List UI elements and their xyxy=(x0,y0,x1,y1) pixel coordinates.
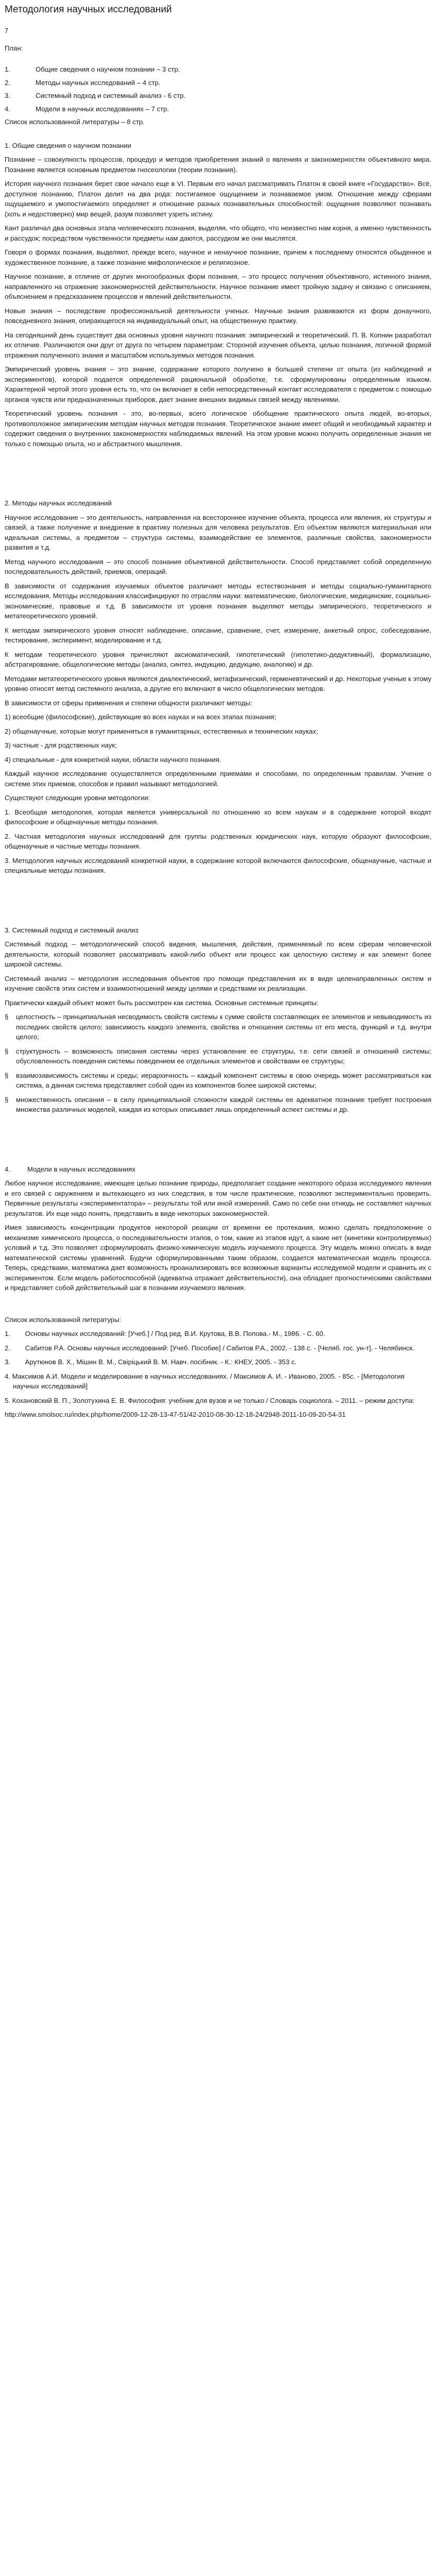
paragraph: 1. Всеобщая методология, которая является универсальной по отношению ко всем наукам и в содержание которой входят философские и общенаучные методы познания. xyxy=(5,808,431,826)
paragraph: Методами метатеоретического уровня являются диалектический, метафизический, герменевтический и др. Некоторые ученые к этому уровню относят метод системного анализа, а другие его включают в число общелогических методов. xyxy=(5,674,431,692)
paragraph: 2. Частная методология научных исследований для группы родственных юридических наук, которую образуют философские, общенаучные и частные методы познания. xyxy=(5,832,431,850)
toc-item xyxy=(5,91,431,101)
paragraph: 1) всеобщие (философские), действующие во всех науках и на всех этапах познания; xyxy=(5,713,276,721)
paragraph: Существуют следующие уровни методологии: xyxy=(5,794,150,802)
paragraph: Говоря о формах познания, выделяют, прежде всего, научное и ненаучное познание, причем к последнему относятся обыденное и художественное познание, а также познание мифологическое и религиозное. xyxy=(5,248,431,266)
paragraph: Познание – совокупность процессов, процедур и методов приобретения знаний о явлениях и закономерностях объективного мира. Познание является основным предметом гносеологии (теории познания). xyxy=(5,156,431,174)
reference-item xyxy=(5,1343,431,1353)
spacer xyxy=(5,880,431,925)
paragraph: Каждый научное исследование осуществляется определенными приемами и способами, по определенным правилам. Учение о системе этих приемов, способов и правил называют методологией. xyxy=(5,770,431,788)
bullet-marker: § xyxy=(5,1013,9,1021)
toc-item-number: 3. xyxy=(5,92,10,99)
reference-number: 2. xyxy=(5,1344,10,1352)
paragraph: Метод научного исследования – это способ познания объективной действительности. Способ представляет собой определенную последовательность действий, приемов, операций. xyxy=(5,557,431,575)
toc-item-title: Модели в научных исследованиях – 7 стр. xyxy=(36,105,169,113)
paragraph: Практически каждый объект может быть рассмотрен как система. Основные системные принципы: xyxy=(5,998,319,1007)
paragraph: В зависимости от содержания изучаемых объектов различают методы естествознания и методы социально-гуманитарного исследования. Методы исследования классифицируют по отраслям науки: математические, биологические, медицинские, социально-экономические, правовые и т.д. В зависимости от уровня познания выделяют методы эмпирического, теоретического и метатеоретического уровней. xyxy=(5,582,431,620)
spacer xyxy=(5,1119,431,1164)
paragraph: К методам эмпирического уровня относят наблюдение, описание, сравнение, счет, измерение, анкетный опрос, собеседование, тестирование, эксперимент, моделирование и т.д. xyxy=(5,626,431,644)
toc-item-number: 2. xyxy=(5,78,10,87)
table-of-contents xyxy=(5,64,431,114)
plan-label: План: xyxy=(5,44,23,52)
paragraph: Системный анализ – методология исследования объектов про помощи представления их в виде целенаправленных систем и изучение свойств этих систем и взаимоотношений между целями и средствами их реализации. xyxy=(5,974,431,992)
paragraph: В зависимости от сферы применения и степени общности различают методы: xyxy=(5,699,252,707)
list-item xyxy=(5,1046,431,1066)
reference-number: 5. xyxy=(5,1396,10,1404)
spacer xyxy=(5,1297,431,1315)
toc-references-entry: Список использованной литературы – 8 стр. xyxy=(5,118,145,126)
section-4 xyxy=(5,1164,431,1293)
section-heading xyxy=(5,1164,431,1175)
document-title: Методология научных исследований xyxy=(5,4,172,15)
section-3 xyxy=(5,925,431,1115)
reference-url-link[interactable]: http://www.smolsoc.ru/index.php/home/2009-12-28-13-47-51/42-2010-08-30-12-18-24/2948-2011-10-09-20-54-31 xyxy=(5,1411,346,1418)
section-heading: 3. Системный подход и системный анализ xyxy=(5,926,138,934)
toc-item-number: 1. xyxy=(5,65,10,73)
references-heading: Список использованной литературы: xyxy=(5,1315,121,1324)
paragraph: 3) частные - для родственных наук; xyxy=(5,741,117,749)
reference-number: 4. xyxy=(5,1372,10,1380)
paragraph: 2) общенаучные, которые могут применяться в гуманитарных, естественных и технических науках; xyxy=(5,727,318,735)
reference-number: 3. xyxy=(5,1358,10,1366)
paragraph: Системный подход – методологический способ видения, мышления, действия, применяемый по всем сферам человеческой деятельности, который позволяет рассматривать какой-либо объект или процесс как целостную систему и как элемент более широкой системы. xyxy=(5,940,431,968)
list-item xyxy=(5,1012,431,1042)
list-item-text: структурность – возможность описания системы через установление ее структуры, т.е. сети связей и отношений системы; обусловленность поведения системы поведением ее отдельных элементов и свойствами ее структуры; xyxy=(16,1047,431,1065)
reference-item xyxy=(5,1371,431,1392)
list-item xyxy=(5,1071,431,1091)
page-number: 7 xyxy=(5,27,9,35)
bullet-marker: § xyxy=(5,1047,9,1055)
reference-text: Кохановский В. П., Золотухина Е. В. Философия: учебник для вузов и не только / Словарь социолога. – 2011. – режим доступа: xyxy=(12,1396,415,1404)
toc-item-title: Общие сведения о научном познании – 3 стр. xyxy=(36,65,180,73)
list-item-text: взаимозависимость системы и среды; иерархичность – каждый компонент системы в свою очередь может рассматриваться как система, а данная система представляет собой один из компонентов более широкой системы; xyxy=(16,1071,431,1089)
section-2 xyxy=(5,498,431,876)
section-heading-text: Модели в научных исследованиях xyxy=(27,1165,136,1173)
reference-number: 1. xyxy=(5,1330,10,1337)
paragraph: Теоретический уровень познания - это, во-первых, всего логическое обобщение практического опыта людей, во-вторых, противоположное эмпирическим методам научных методов познания. Теоретическое знание имеет общий и необходимый характер и содержит сведения о внутренних закономерностях наблюдаемых явлений. На этом уровне можно получить определенные знания не только с помощью опыта, но и абстрактного мышления. xyxy=(5,410,431,448)
reference-item xyxy=(5,1396,431,1406)
reference-text: Сабитов Р.А. Основы научных исследований: [Учеб. Пособие] / Сабитов Р.А., 2002. - 138 с. - [Челяб. гос. ун-т]. - Челябинск. xyxy=(25,1344,414,1352)
section-1 xyxy=(5,141,431,449)
reference-text: Основы научных исследований: [Учеб.] / Под ред. В.И. Крутова, В.В. Попова.- М., 1986. - С. 60. xyxy=(25,1330,325,1337)
paragraph: Научное исследование – это деятельность, направленная на всестороннее изучение объекта, процесса или явления, их структуры и связей, а также получение и внедрение в практику полезных для человека результатов. Его объектом являются материальная или идеальная системы, а предметом – структура системы, взаимодействие ее элементов, различные свойства, закономерности развития и т.д. xyxy=(5,513,431,551)
paragraph: Научное познание, в отличие от других многообразных форм познания, – это процесс получения объективного, истинного знания, направленного на отражение закономерностей действительности. Научное познание имеет тройную задачу и связано с описанием, объяснением и предсказанием процессов и явлений действительности. xyxy=(5,273,431,300)
toc-item-title: Системный подход и системный анализ - 6 стр. xyxy=(36,92,186,99)
paragraph: Новые знания – последствие профессиональной деятельности ученых. Научные знания развиваются из форм донаучного, повседневного знания, опирающегося на индивидуальный опыт, на общественную практику. xyxy=(5,307,431,325)
list-item-text: целостность – принципиальная несводимость свойств системы к сумме свойств составляющих ее элементов и невыводимость из последних свойств целого; зависимость каждого элемента, свойства и отношения системы от его места, функций и т.д. внутри целого; xyxy=(16,1013,431,1041)
references xyxy=(5,1315,431,1420)
toc-item xyxy=(5,104,431,114)
paragraph: История научного познания берет свое начало еще в VI. Первым его начал рассматривать Платон в своей книге «Государство». Всё, доступное познанию, Платон делит на два рода: постигаемое ощущением и познаваемое умом. Отношение между сферами ощущаемого и умопостигаемого определяет и отношение разных познавательных способностей: ощущения позволяют познавать (хоть и недостоверно) мир вещей, разум позволяет узреть истину. xyxy=(5,180,431,218)
toc-item-title: Методы научных исследований – 4 стр. xyxy=(36,78,161,87)
reference-text: Максимов А.И. Модели и моделирование в научных исследованиях. / Максимов А. И. - Иваново, 2005. - 85с. - [Методология научных исследований] xyxy=(12,1372,405,1390)
paragraph: Эмпирический уровень знания – это знание, содержание которого получено в большей степени от опыта (из наблюдений и экспериментов), которой подается определенной рациональной обработке, т.е. сформулированы определенным языком. Характерной чертой этого уровня есть то, что он включает в себя непосредственный контакт исследователя с предметом с помощью органов чувств или предназначенных приборов, дает знание внешних видимых связей между явлениями. xyxy=(5,365,431,403)
reference-item xyxy=(5,1357,431,1367)
list-item-text: множественность описания – в силу принципиальной сложности каждой системы ее адекватное познание требует построения множества различных моделей, каждая из которых описывает лишь определенный аспект системы и др. xyxy=(16,1095,431,1113)
section-heading: 2. Методы научных исследований xyxy=(5,499,112,507)
toc-item-number: 4. xyxy=(5,105,10,113)
paragraph: К методам теоретического уровня причисляют аксиоматический, гипотетический (гипотетико-дедуктивный), формализацию, абстрагирование, общелогические методы (анализ, синтез, индукцию, дедукцию, аналогию) и др. xyxy=(5,650,431,668)
reference-item xyxy=(5,1329,431,1339)
paragraph: На сегодняшний день существует два основных уровня научного познания: эмпирический и теоретический. П. В. Копнин разработал их отличие. Различаются они друг от друга по четырем параметрам: Стороной изучения объекта, целью познания, логичной формой отражения полученного знания и масштабом используемых методов познания. xyxy=(5,331,431,359)
bullet-marker: § xyxy=(5,1095,9,1104)
paragraph: 4) специальные - для конкретной науки, области научного познания. xyxy=(5,755,221,764)
toc-item xyxy=(5,64,431,75)
list-item xyxy=(5,1095,431,1115)
bullet-marker: § xyxy=(5,1071,9,1079)
section-heading-number: 4. xyxy=(5,1165,10,1173)
paragraph: Любое научное исследование, имеющее целью познание природы, предполагает создание некоторого образа исследуемого явления и его связей с окружением и вытекающего из них следствия, в том числе практические, позволяют экспериментально проверить. Первичные результаты «экспериментатора» – результаты той или иной измерений. Само по себе они отнюдь не составляют научных результатов. Их еще надо понять, представить в виде некоторых закономерностей. xyxy=(5,1179,431,1217)
spacer xyxy=(5,453,431,498)
paragraph: Кант различал два основных этапа человеческого познания, выделяя, что общего, что неизвестно нам корня, а именно чувственность и рассудок; посредством чувственности предметы нам даются, рассудком же они мыслятся. xyxy=(5,224,431,242)
paragraph: Имея зависимость концентрации продуктов некоторой реакции от времени ее протекания, можно сделать предположение о механизме химического процесса, о последовательности этапов, о том, какие из этапов идут, а какие нет (кинетики контролируемых) условий и т.д. Это позволяет сформулировать физико-химическую модель изучаемого процесса. Эту модель можно описать в виде математической системы уравнений. Будучи сформулированными таким образом, создается математическая модель процесса. Теперь, средствами, математика дает возможность проанализировать все возможные варианты исследуемой модели и сравнить их с экспериментом. Если модель работоспособной (адекватна отражает действительности), она обладает прогностическими свойствами и представляет собой действительный шаг в познании изучаемого явления. xyxy=(5,1224,431,1292)
section-heading: 1. Общие сведения о научном познании xyxy=(5,141,131,149)
toc-item xyxy=(5,78,431,88)
paragraph: 3. Методология научных исследований конкретной науки, в содержание которой включаются философские, общенаучные, частные и специальные методы познания. xyxy=(5,856,431,874)
reference-text: Арутюнов В. Х., Мішин В. М., Свіріцький В. М. Навч. посібник. - К.: КНЕУ, 2005. - 353 с. xyxy=(25,1358,297,1366)
